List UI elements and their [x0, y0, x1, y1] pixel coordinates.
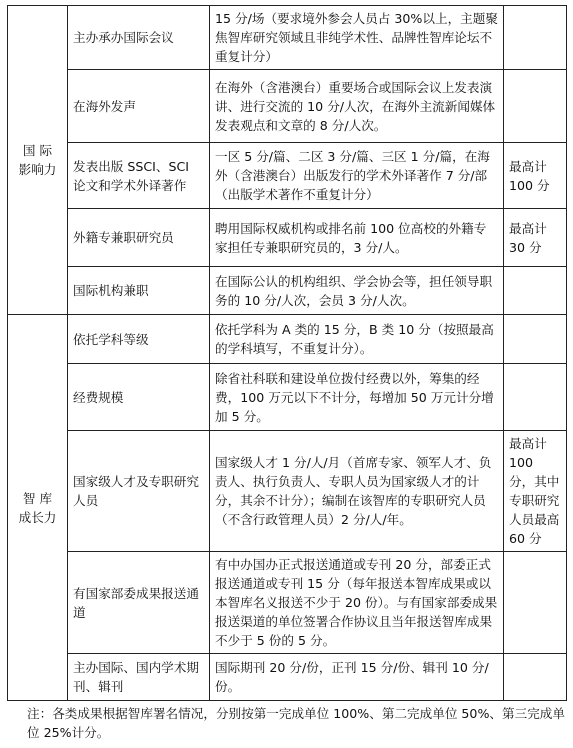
item-cell — [68, 267, 210, 315]
cap-cell — [504, 315, 567, 364]
rule-cell — [210, 315, 504, 364]
category-cell — [8, 315, 68, 701]
category-label: 智 库 成长力 — [18, 490, 57, 525]
cap-text: 最高计 30 分 — [509, 220, 547, 255]
rule-text: 除省社科联和建设单位拨付经费以外，筹集的经费，100 万元以下不计分，每增加 50 万元计分增加 5 分。 — [215, 370, 494, 424]
item-name: 经费规模 — [73, 389, 124, 405]
table-row — [8, 315, 567, 364]
table-row — [8, 6, 567, 70]
table-row — [8, 654, 567, 701]
rule-cell — [210, 143, 504, 209]
cap-cell — [504, 267, 567, 315]
item-name: 主办国际、国内学术期刊、辑刊 — [73, 660, 199, 694]
category-label: 国 际 影响力 — [18, 143, 57, 177]
footnote: 注：各类成果根据智库署名情况，分别按第一完成单位 100%、第二完成单位 50%、第三完成单位 25%计分。 — [27, 706, 565, 740]
table-row — [8, 209, 567, 267]
cap-cell — [504, 552, 567, 654]
cap-cell — [504, 209, 567, 267]
cap-cell — [504, 70, 567, 143]
item-cell — [68, 654, 210, 701]
cap-text: 最高计 100 分 — [509, 158, 550, 193]
rule-cell — [210, 209, 504, 267]
rule-text: 国际期刊 20 分/份，正刊 15 分/份、辑刊 10 分/份。 — [215, 660, 489, 694]
item-name: 外籍专兼职研究员 — [73, 230, 174, 245]
item-name: 国家级人才及专职研究人员 — [73, 474, 199, 508]
item-cell — [68, 209, 210, 267]
table-row — [8, 267, 567, 315]
rule-text: 一区 5 分/篇、二区 3 分/篇、三区 1 分/篇，在海外（含港澳台）出版发行的学术外译著作 7 分/部（出版学术著作不重复计分） — [215, 149, 490, 202]
table-row — [8, 143, 567, 209]
rule-cell — [210, 6, 504, 70]
cap-cell — [504, 431, 567, 552]
rule-cell — [210, 364, 504, 431]
rule-text: 有中办国办正式报送通道或专刊 20 分，部委正式报送通道或专刊 15 分（每年报送本智库成果或以本智库名义报送不少于 20 份）。与有国家部委成果报送渠道的单位签署合作协议且当年报送智库成果不少于 5 份的 5 分。 — [215, 557, 498, 648]
rule-text: 在国际公认的机构组织、学会协会等，担任领导职务的 10 分/人次，会员 3 分/人次。 — [215, 273, 493, 308]
item-cell — [68, 6, 210, 70]
item-cell — [68, 315, 210, 364]
cap-cell — [504, 654, 567, 701]
category-cell — [8, 6, 68, 315]
item-cell — [68, 70, 210, 143]
item-name: 在海外发声 — [73, 98, 136, 114]
rule-text: 15 分/场（要求境外参会人员占 30%以上，主题聚焦智库研究领域且非纯学术性、品牌性智库论坛不重复计分） — [215, 11, 498, 64]
rule-text: 在海外（含港澳台）重要场合或国际会议上发表演讲、进行交流的 10 分/人次，在海外主流新闻媒体发表观点和文章的 8 分/人次。 — [215, 79, 496, 133]
rule-cell — [210, 70, 504, 143]
rule-cell — [210, 552, 504, 654]
rule-text: 聘用国际权威机构或排名前 100 位高校的外籍专家担任专兼职研究员的，3 分/人。 — [215, 220, 487, 255]
item-name: 依托学科等级 — [73, 331, 149, 347]
cap-cell — [504, 364, 567, 431]
rule-cell — [210, 431, 504, 552]
table-row — [8, 70, 567, 143]
cap-cell — [504, 6, 567, 70]
item-cell — [68, 552, 210, 654]
rule-cell — [210, 267, 504, 315]
scoring-table — [7, 5, 567, 701]
item-cell — [68, 431, 210, 552]
table-row — [8, 552, 567, 654]
item-name: 有国家部委成果报送通道 — [73, 585, 199, 620]
item-cell — [68, 143, 210, 209]
table-row — [8, 364, 567, 431]
item-cell — [68, 364, 210, 431]
cap-cell — [504, 143, 567, 209]
item-name: 国际机构兼职 — [73, 283, 149, 298]
rule-text: 依托学科为 A 类的 15 分，B 类 10 分（按照最高的学科填写，不重复计分）。 — [215, 322, 494, 356]
item-name: 主办承办国际会议 — [73, 30, 174, 45]
item-name: 发表出版 SSCI、SCI 论文和学术外译著作 — [73, 158, 189, 193]
rule-cell — [210, 654, 504, 701]
cap-text: 最高计 100 分，其中专职研究人员最高 60 分 — [509, 436, 560, 546]
table-row — [8, 431, 567, 552]
rule-text: 国家级人才 1 分/人/月（首席专家、领军人才、负责人、执行负责人、专职人员为国家级人才的计分，其余不计分）；编制在该智库的专职研究人员（不含行政管理人员）2 分/人/年。 — [215, 455, 492, 527]
